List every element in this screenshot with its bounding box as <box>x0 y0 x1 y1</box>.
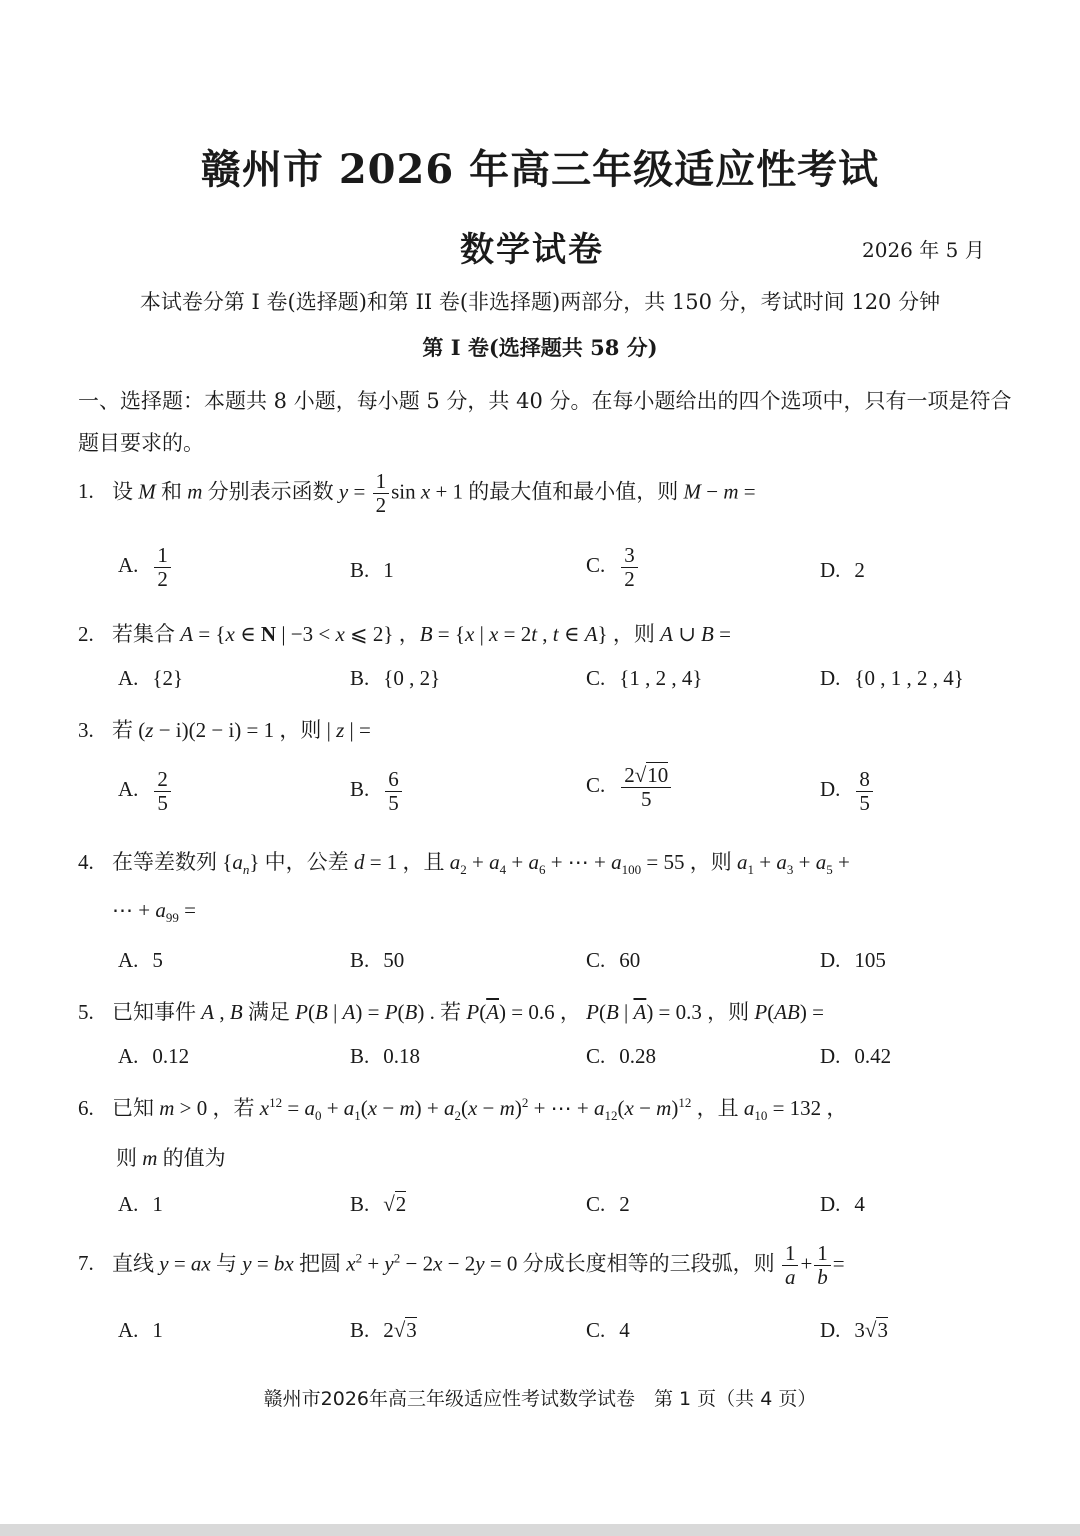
q2-option-d[interactable]: D. {0 , 1 , 2 , 4} <box>820 666 964 690</box>
q2-option-b[interactable]: B. {0 , 2} <box>350 666 441 690</box>
question-5: 5. 已知事件 A , B 满足 P(B | A) = P(B) . 若 $P(\overline{A}) = 0.6$ ， P(B | $\overline{A}) = 0.3$ ，则 P(AB) = <box>78 1000 824 1024</box>
q3-option-a[interactable]: A. $\frac{2}{5}$ <box>118 768 173 815</box>
q5-option-c[interactable]: C. 0.28 <box>586 1044 657 1068</box>
exam-subtitle: 数学试卷 <box>460 230 604 270</box>
question-4: 4. 在等差数列 $\{a_n\}$ 中，公差 d = 1 ，且 $a_2 + a_4 + a_6$ + ⋯ + $a_{100} = 55$ ，则 $a_1 + a_3 + a_5$ + <box>78 850 850 878</box>
q1-option-d[interactable]: D. 2 <box>820 558 865 582</box>
question-number: 1. <box>78 479 94 504</box>
q5-option-d[interactable]: D. 0.42 <box>820 1044 892 1068</box>
q7-option-d[interactable]: D. 3√3 <box>820 1318 888 1342</box>
question-6-continued: 则 m 的值为 <box>116 1146 226 1170</box>
q1-option-b[interactable]: B. 1 <box>350 558 394 582</box>
question-number: 4. <box>78 850 94 874</box>
question-number: 3. <box>78 718 94 742</box>
q6-option-a[interactable]: A. 1 <box>118 1192 163 1216</box>
exam-title: 赣州市 2026 年高三年级适应性考试 <box>200 146 880 193</box>
question-number: 7. <box>78 1251 94 1276</box>
question-4-continued: ⋯ + $a_{99}$ = <box>112 898 196 926</box>
q7-option-a[interactable]: A. 1 <box>118 1318 163 1342</box>
q2-option-c[interactable]: C. {1 , 2 , 4} <box>586 666 703 690</box>
part-title: 第 I 卷(选择题共 58 分) <box>422 335 658 360</box>
question-number: 2. <box>78 622 94 646</box>
question-7: 7. 直线 y = ax 与 y = bx 把圆 $x^2 + y^2 - 2x - 2y = 0$ 分成长度相等的三段弧，则 $\frac{1}{a}$ + $\frac{1}{b}$ = <box>78 1241 845 1290</box>
section-heading: 一、选择题：本题共 8 小题，每小题 5 分，共 40 分。在每小题给出的四个选项中，只有一项是符合题目要求的。 <box>78 389 1012 455</box>
q4-option-b[interactable]: B. 50 <box>350 948 405 972</box>
q5-option-a[interactable]: A. 0.12 <box>118 1044 190 1068</box>
question-number: 5. <box>78 1000 94 1024</box>
question-6: 6. 已知 m > 0 ，若 $x^{12} = a_0 + a_1(x - m) + a_2(x - m)^2$ + ⋯ + $a_{12}(x - m)^{12}$ ，且 $a_{10} = 132$ ， <box>78 1095 848 1124</box>
exam-intro: 本试卷分第 I 卷(选择题)和第 II 卷(非选择题)两部分，共 150 分，考试时间 120 分钟 <box>139 290 941 314</box>
q7-option-b[interactable]: B. 2√3 <box>350 1318 417 1342</box>
q6-option-d[interactable]: D. 4 <box>820 1192 865 1216</box>
q6-option-c[interactable]: C. 2 <box>586 1192 630 1216</box>
q7-option-c[interactable]: C. 4 <box>586 1318 630 1342</box>
q1-option-c[interactable]: C. $\frac{3}{2}$ <box>586 544 640 591</box>
question-3: 3. 若 (z − i)(2 − i) = 1 ，则 | z | = <box>78 718 371 742</box>
q5-option-b[interactable]: B. 0.18 <box>350 1044 421 1068</box>
question-1: 1. 设 M 和 m 分别表示函数 y = $\frac{1}{2}$ sin x + 1 的最大值和最小值，则 M − m = <box>78 469 756 518</box>
question-number: 6. <box>78 1096 94 1120</box>
q1-option-a[interactable]: A. $\frac{1}{2}$ <box>118 544 173 591</box>
q3-option-c[interactable]: C. $\frac{2√10}{5}$ <box>586 764 673 811</box>
bottom-bar <box>0 1524 1080 1536</box>
question-2: 2. 若集合 A = {x ∈ N | −3 < x ⩽ 2} ，B = {x | x = 2t , t ∈ A} ，则 A ∪ B = <box>78 622 731 646</box>
q4-option-a[interactable]: A. 5 <box>118 948 163 972</box>
q6-option-b[interactable]: B. √2 <box>350 1192 407 1216</box>
page-footer: 赣州市2026年高三年级适应性考试数学试卷 第 1 页（共 4 页） <box>263 1388 817 1410</box>
q4-option-c[interactable]: C. 60 <box>586 948 641 972</box>
q4-option-d[interactable]: D. 105 <box>820 948 886 972</box>
q3-option-d[interactable]: D. $\frac{8}{5}$ <box>820 768 875 815</box>
exam-date: 2026 年 5 月 <box>862 238 985 262</box>
q3-option-b[interactable]: B. $\frac{6}{5}$ <box>350 768 404 815</box>
q2-option-a[interactable]: A. {2} <box>118 666 184 690</box>
